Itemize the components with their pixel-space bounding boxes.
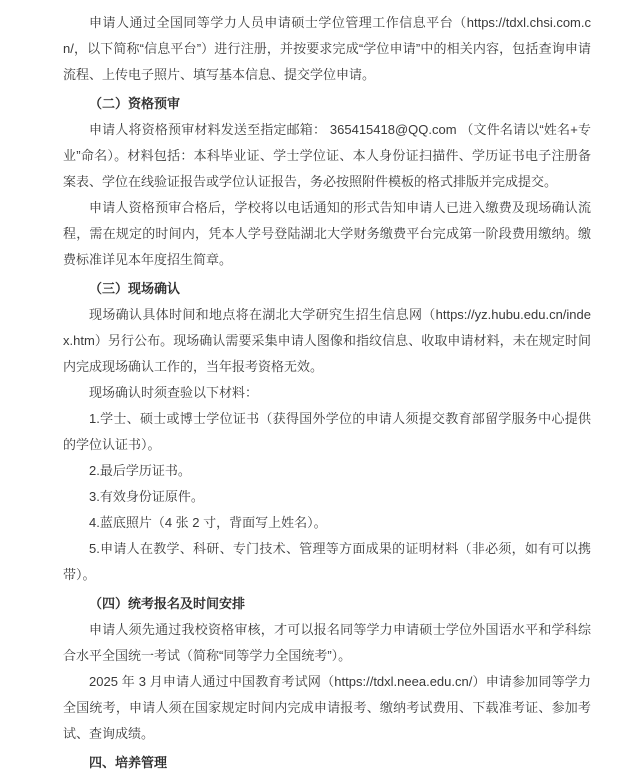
list-item: 1.学士、硕士或博士学位证书（获得国外学位的申请人须提交教育部留学服务中心提供的学位认证书）。: [63, 411, 591, 452]
paragraph: 申请人资格预审合格后，学校将以电话通知的形式告知申请人已进入缴费及现场确认流程，需在规定的时间内，凭本人学号登陆湖北大学财务缴费平台完成第一阶段费用缴纳。缴费标准详见本年度招生简章。: [63, 200, 591, 267]
paragraph: 申请人将资格预审材料发送至指定邮箱： 365415418@QQ.com （文件名请以“姓名+专业”命名）。材料包括：本科毕业证、学士学位证、本人身份证扫描件、学历证书电子注册备案表、学位在线验证报告或学位认证报告，务必按照附件模板的格式排版并完成提交。: [63, 122, 591, 189]
paragraph: 申请人须先通过我校资格审核，才可以报名同等学力申请硕士学位外国语水平和学科综合水平全国统一考试（简称“同等学力全国统考”）。: [63, 622, 591, 663]
list-item: 5.申请人在教学、科研、专门技术、管理等方面成果的证明材料（非必须，如有可以携带）。: [63, 541, 591, 582]
paragraph: 现场确认时须查验以下材料：: [89, 385, 259, 400]
list-item: 3.有效身份证原件。: [89, 489, 204, 504]
paragraph: 现场确认具体时间和地点将在湖北大学研究生招生信息网（https://yz.hubu.edu.cn/index.htm）另行公布。现场确认需要采集申请人图像和指纹信息、收取申请材料，未在规定时间内完成现场确认工作的，当年报考资格无效。: [63, 307, 591, 374]
list-item: 4.蓝底照片（4 张 2 寸，背面写上姓名）。: [89, 515, 327, 530]
paragraph: 申请人通过全国同等学力人员申请硕士学位管理工作信息平台（https://tdxl.chsi.com.cn/，以下简称“信息平台”）进行注册，并按要求完成“学位申请”中的相关内容，包括查询申请流程、上传电子照片、填写基本信息、提交学位申请。: [63, 15, 591, 82]
paragraph: 2025 年 3 月申请人通过中国教育考试网（https://tdxl.neea.edu.cn/）申请参加同等学力全国统考，申请人须在国家规定时间内完成申请报考、缴纳考试费用、下载准考证、参加考试、查询成绩。: [63, 674, 591, 741]
section-heading: （二）资格预审: [89, 96, 181, 111]
section-heading: 四、培养管理: [89, 755, 168, 770]
list-item: 2.最后学历证书。: [89, 463, 191, 478]
section-heading: （三）现场确认: [89, 281, 181, 296]
section-heading: （四）统考报名及时间安排: [89, 596, 246, 611]
